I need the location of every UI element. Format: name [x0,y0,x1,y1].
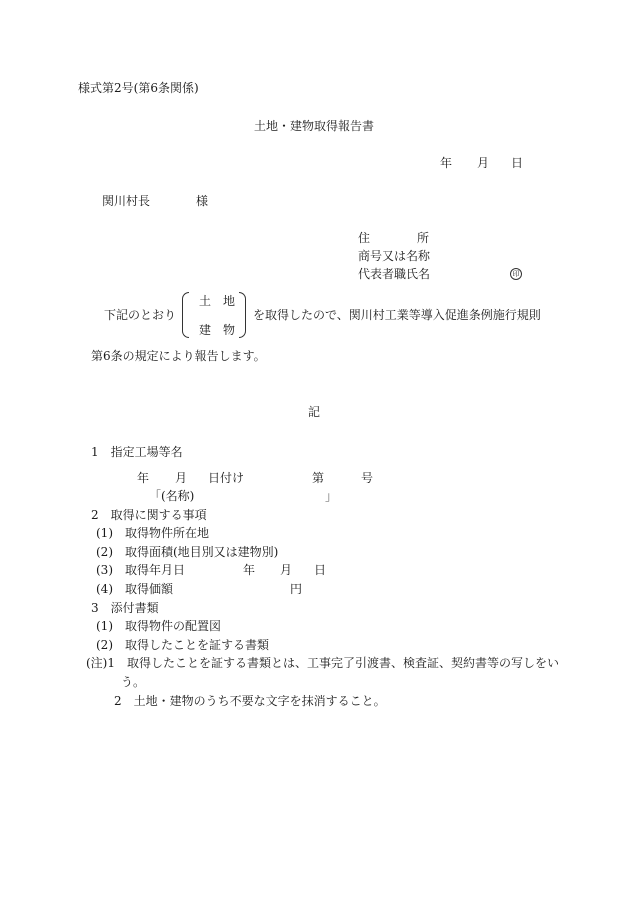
note1-line2: う。 [121,675,146,689]
applicant-trade-name-label: 商号又は名称 [358,249,431,263]
section2-item3-year: 年 [243,563,256,577]
section1-go: 号 [361,471,374,485]
left-brace [182,292,189,338]
note1-line1: (注)1 取得したことを証する書類とは、工事完了引渡書、検査証、契約書等の写しをい [86,656,560,670]
date-month: 月 [477,156,490,170]
section3-item2: (2) 取得したことを証する書類 [96,638,269,652]
section2-item3: (3) 取得年月日 [96,563,185,577]
section2-item4: (4) 取得価額 [96,582,173,596]
section2-item2: (2) 取得面積(地目別又は建物別) [96,545,279,559]
document-title: 土地・建物取得報告書 [254,119,375,133]
brace-option-land: 土 地 [199,294,236,308]
section1-name-open: 「(名称) [149,489,195,503]
section1-dated: 日付け [208,471,245,485]
applicant-representative-label: 代表者職氏名 [358,267,431,281]
body-prefix: 下記のとおり [104,308,177,322]
form-number: 様式第2号(第6条関係) [78,81,199,95]
section2-item3-day: 日 [314,563,327,577]
section1-month: 月 [175,471,188,485]
addressee-name: 関川村長 [102,194,151,208]
note2: 2 土地・建物のうち不要な文字を抹消すること。 [114,694,386,708]
section1-dai: 第 [312,471,325,485]
section2-heading: 2 取得に関する事項 [91,508,207,522]
section1-year: 年 [137,471,150,485]
applicant-address-label-2: 所 [417,231,430,245]
section3-heading: 3 添付書類 [91,601,159,615]
seal-mark: 印 [510,268,522,280]
section2-item4-yen: 円 [290,582,303,596]
section1-name-close: 」 [325,489,338,503]
addressee-honorific: 様 [196,194,209,208]
body-line-2: 第6条の規定により報告します。 [91,349,266,363]
ki-heading: 記 [308,405,321,419]
brace-option-building: 建 物 [199,323,236,337]
section1-heading: 1 指定工場等名 [91,445,183,459]
date-year: 年 [440,156,453,170]
date-day: 日 [511,156,524,170]
section3-item1: (1) 取得物件の配置図 [96,619,221,633]
applicant-address-label-1: 住 [358,231,371,245]
section2-item1: (1) 取得物件所在地 [96,526,209,540]
right-brace [239,292,246,338]
section2-item3-month: 月 [280,563,293,577]
body-suffix: を取得したので、関川村工業等導入促進条例施行規則 [253,308,541,322]
